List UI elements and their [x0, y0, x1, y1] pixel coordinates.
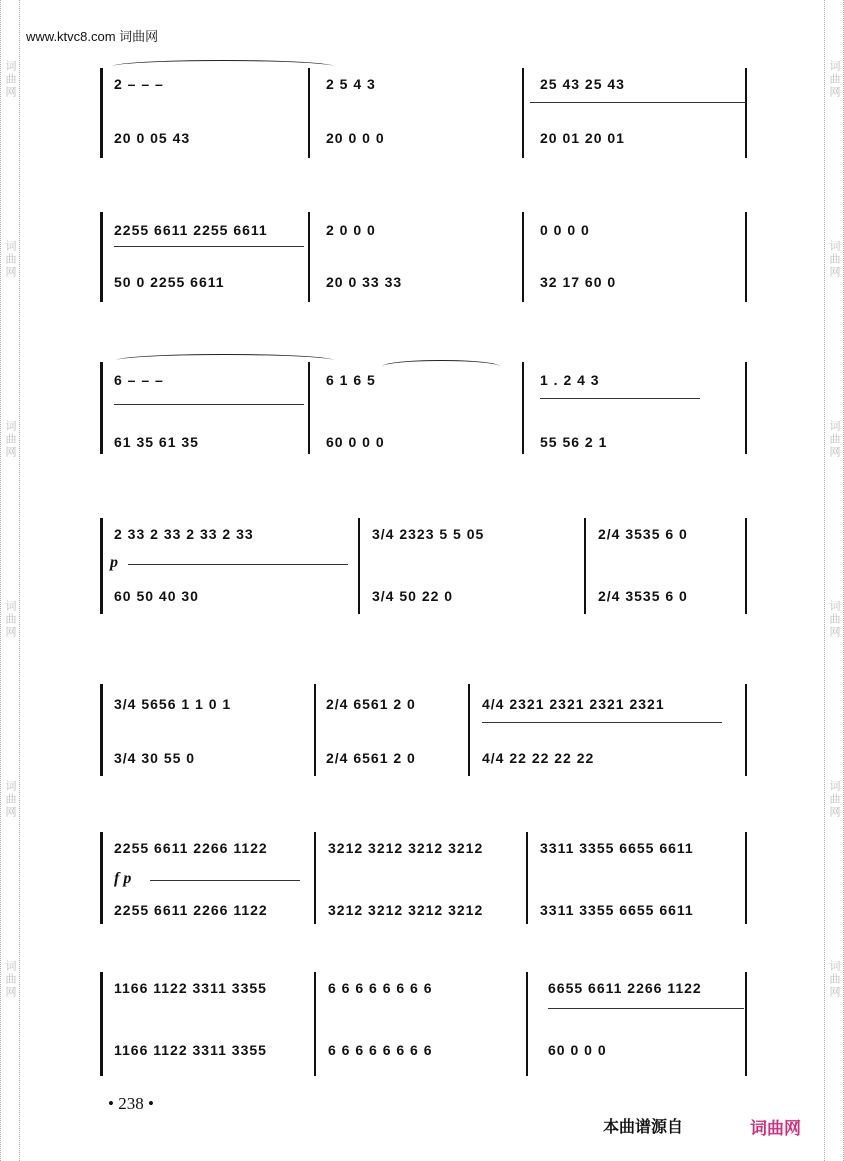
lower-staff — [100, 1042, 760, 1070]
source-label: 本曲谱源自 — [603, 1119, 684, 1136]
crescendo-line — [540, 398, 700, 399]
lower-staff — [100, 434, 760, 462]
score-system — [100, 212, 760, 312]
site-url[interactable]: www.ktvc8.com 词曲网 — [26, 29, 159, 44]
measure: 3/4 30 55 0 — [114, 750, 196, 766]
upper-staff — [100, 980, 760, 1008]
measure: 6 – – – — [114, 372, 164, 388]
measure: 1 . 2 4 3 — [540, 372, 600, 388]
measure: 2255 6611 2255 6611 — [114, 222, 268, 238]
upper-staff — [100, 840, 760, 868]
measure: 2/4 6561 2 0 — [326, 750, 416, 766]
measure: 3311 3355 6655 6611 — [540, 902, 694, 918]
watermark-text: 词曲网 — [828, 600, 840, 639]
measure: 20 01 20 01 — [540, 130, 625, 146]
measure: 6 1 6 5 — [326, 372, 376, 388]
score-system — [100, 972, 760, 1072]
lower-staff — [100, 902, 760, 930]
measure: 3/4 50 22 0 — [372, 588, 454, 604]
crescendo-line — [114, 246, 304, 247]
measure: 60 50 40 30 — [114, 588, 199, 604]
slur — [116, 354, 334, 367]
watermark-text: 词曲网 — [4, 240, 16, 279]
lower-staff — [100, 274, 760, 302]
watermark-text: 词曲网 — [4, 960, 16, 999]
measure: 0 0 0 0 — [540, 222, 590, 238]
brand-logo-text[interactable]: 词曲网 — [750, 1119, 801, 1138]
lower-staff — [100, 588, 760, 616]
score-system — [100, 832, 760, 932]
measure: 2 – – – — [114, 76, 164, 92]
lower-staff — [100, 130, 760, 158]
watermark-text: 词曲网 — [828, 780, 840, 819]
measure: 2 33 2 33 2 33 2 33 — [114, 526, 254, 542]
measure: 50 0 2255 6611 — [114, 274, 225, 290]
measure: 6 6 6 6 6 6 6 6 — [328, 980, 433, 996]
measure: 2 5 4 3 — [326, 76, 376, 92]
upper-staff — [100, 696, 760, 724]
page-number: • 238 • — [108, 1094, 154, 1113]
score-system — [100, 362, 760, 462]
measure: 20 0 05 43 — [114, 130, 191, 146]
measure: 2/4 6561 2 0 — [326, 696, 416, 712]
upper-staff — [100, 372, 760, 400]
left-watermark-strip — [0, 0, 20, 1161]
measure: 3212 3212 3212 3212 — [328, 840, 484, 856]
score-system — [100, 518, 760, 618]
measure: 3311 3355 6655 6611 — [540, 840, 694, 856]
dynamic-marking: p — [110, 554, 118, 571]
measure: 3212 3212 3212 3212 — [328, 902, 484, 918]
crescendo-line — [114, 404, 304, 405]
crescendo-line — [150, 880, 300, 881]
measure: 4/4 22 22 22 22 — [482, 750, 595, 766]
dynamic-marking: f p — [114, 870, 132, 887]
measure: 2255 6611 2266 1122 — [114, 902, 268, 918]
upper-staff — [100, 526, 760, 554]
measure: 2/4 3535 6 0 — [598, 526, 688, 542]
measure: 2/4 3535 6 0 — [598, 588, 688, 604]
measure: 55 56 2 1 — [540, 434, 608, 450]
crescendo-line — [548, 1008, 744, 1009]
measure: 2255 6611 2266 1122 — [114, 840, 268, 856]
measure: 2 0 0 0 — [326, 222, 376, 238]
watermark-text: 词曲网 — [4, 60, 16, 99]
measure: 3/4 2323 5 5 05 — [372, 526, 485, 542]
measure: 20 0 33 33 — [326, 274, 403, 290]
score-system — [100, 684, 760, 784]
lower-staff — [100, 750, 760, 778]
right-watermark-strip — [824, 0, 844, 1161]
slur — [112, 60, 334, 73]
crescendo-line — [530, 102, 746, 103]
watermark-text: 词曲网 — [828, 240, 840, 279]
watermark-text: 词曲网 — [4, 780, 16, 819]
measure: 25 43 25 43 — [540, 76, 625, 92]
measure: 60 0 0 0 — [326, 434, 385, 450]
measure: 3/4 5656 1 1 0 1 — [114, 696, 232, 712]
measure: 1166 1122 3311 3355 — [114, 980, 267, 996]
measure: 20 0 0 0 — [326, 130, 385, 146]
measure: 32 17 60 0 — [540, 274, 617, 290]
measure: 61 35 61 35 — [114, 434, 199, 450]
measure: 1166 1122 3311 3355 — [114, 1042, 267, 1058]
measure: 6 6 6 6 6 6 6 6 — [328, 1042, 433, 1058]
measure: 6655 6611 2266 1122 — [548, 980, 702, 996]
measure: 4/4 2321 2321 2321 2321 — [482, 696, 665, 712]
measure: 60 0 0 0 — [548, 1042, 607, 1058]
score-system — [100, 68, 760, 168]
watermark-text: 词曲网 — [828, 960, 840, 999]
upper-staff — [100, 76, 760, 104]
crescendo-line — [482, 722, 722, 723]
watermark-text: 词曲网 — [4, 600, 16, 639]
watermark-text: 词曲网 — [828, 420, 840, 459]
watermark-text: 词曲网 — [828, 60, 840, 99]
crescendo-line — [128, 564, 348, 565]
watermark-text: 词曲网 — [4, 420, 16, 459]
